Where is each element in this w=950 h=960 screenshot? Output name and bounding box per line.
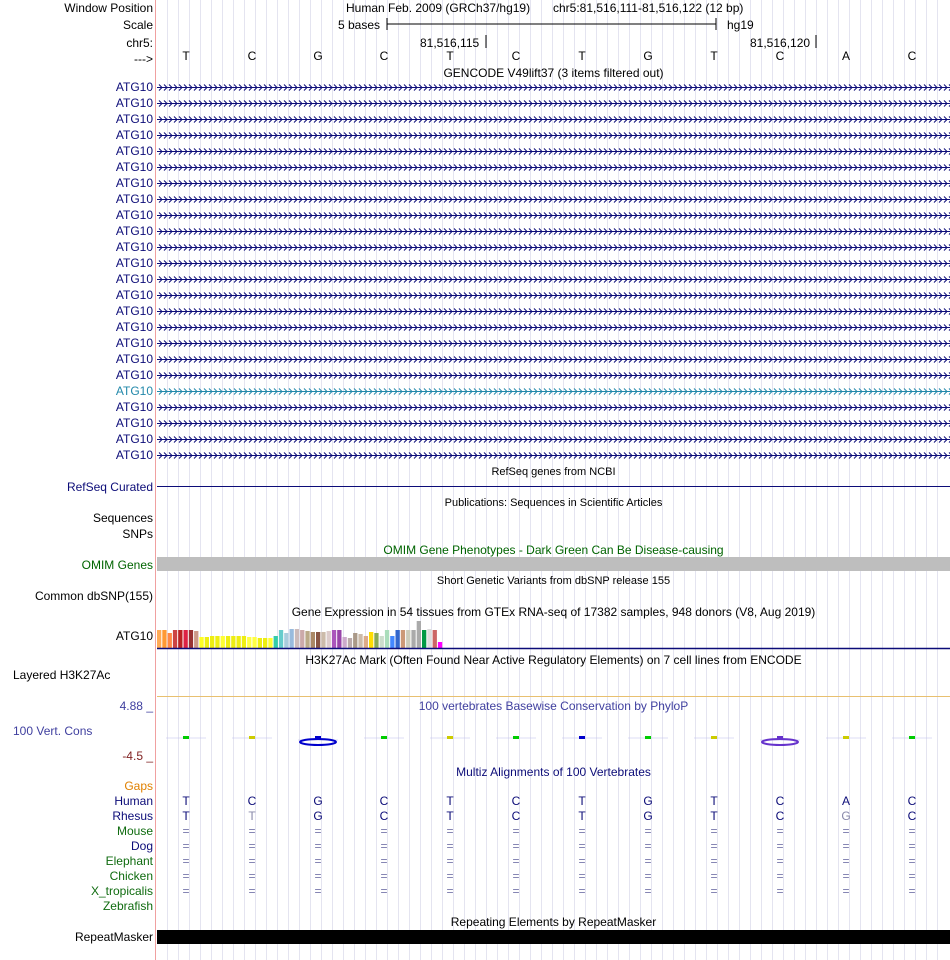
gtex-tissue-bar[interactable] — [422, 630, 426, 648]
base-3: C — [379, 49, 389, 63]
gencode-transcript-line[interactable] — [157, 261, 950, 267]
window-position-label: Window Position — [64, 1, 153, 15]
gencode-transcript-label[interactable]: ATG10 — [115, 400, 153, 414]
gtex-tissue-bar[interactable] — [178, 630, 182, 648]
sequences-label[interactable]: Sequences — [92, 511, 153, 525]
alignment-base: = — [182, 884, 190, 898]
base-1: C — [247, 49, 257, 63]
gencode-transcript-label[interactable]: ATG10 — [115, 368, 153, 382]
alignment-base: = — [776, 824, 784, 838]
gtex-tissue-bar[interactable] — [427, 629, 431, 648]
alignment-base: T — [446, 809, 454, 823]
gencode-transcripts[interactable] — [157, 80, 950, 464]
gtex-tissue-bar[interactable] — [168, 633, 172, 648]
gtex-tissue-bar[interactable] — [226, 636, 230, 648]
alignment-base: = — [644, 869, 652, 883]
gtex-tissue-bar[interactable] — [247, 637, 251, 648]
alignment-base: = — [842, 854, 850, 868]
gencode-transcript-line[interactable] — [157, 405, 950, 411]
gtex-tissue-bar[interactable] — [194, 631, 198, 648]
gencode-transcript-line[interactable] — [157, 181, 950, 187]
h3k27ac-label[interactable]: Layered H3K27Ac — [13, 668, 111, 682]
gencode-transcript-line[interactable] — [157, 229, 950, 235]
gtex-tissue-bar[interactable] — [311, 632, 315, 648]
dbsnp-track-title[interactable]: Short Genetic Variants from dbSNP release 155 — [436, 575, 671, 587]
phylop-score-mark[interactable] — [496, 736, 536, 739]
base-9: C — [775, 49, 785, 63]
gencode-transcript-label[interactable]: ATG10 — [115, 304, 153, 318]
assembly-label: Human Feb. 2009 (GRCh37/hg19) — [346, 1, 531, 15]
gencode-transcript-label[interactable]: ATG10 — [115, 352, 153, 366]
gtex-tissue-bar[interactable] — [316, 632, 320, 648]
gencode-transcript-label[interactable]: ATG10 — [115, 176, 153, 190]
gtex-tissue-bar[interactable] — [237, 636, 241, 648]
gtex-tissue-bar[interactable] — [284, 633, 288, 648]
gtex-tissue-bar[interactable] — [221, 636, 225, 648]
alignment-base: T — [578, 809, 586, 823]
alignment-base: C — [511, 794, 521, 808]
alignment-base: = — [578, 869, 586, 883]
alignment-base: T — [710, 809, 718, 823]
gencode-transcript-label[interactable]: ATG10 — [115, 272, 153, 286]
omim-genes-label[interactable]: OMIM Genes — [81, 558, 153, 572]
gencode-transcript-label[interactable]: ATG10 — [115, 256, 153, 270]
alignment-base: = — [248, 869, 256, 883]
alignment-base: = — [908, 854, 916, 868]
h3k27ac-track-title[interactable]: H3K27Ac Mark (Often Found Near Active Regulatory Elements) on 7 cell lines from ENCODE — [305, 653, 802, 667]
refseq-track-title[interactable]: RefSeq genes from NCBI — [491, 466, 616, 478]
gencode-transcript-label[interactable]: ATG10 — [115, 288, 153, 302]
gtex-tissue-bar[interactable] — [210, 636, 214, 648]
gtex-tissue-bar[interactable] — [438, 642, 442, 648]
species-label-mouse[interactable]: Mouse — [116, 824, 153, 838]
gtex-tissue-bar[interactable] — [364, 636, 368, 648]
alignment-base: = — [380, 839, 388, 853]
alignment-base: = — [842, 824, 850, 838]
scale-bar-label: 5 bases — [338, 18, 381, 32]
omim-gene-bar[interactable] — [157, 557, 950, 571]
alignment-base: = — [314, 839, 322, 853]
alignment-base: T — [182, 809, 190, 823]
gencode-transcript-line[interactable] — [157, 325, 950, 331]
phylop-score-mark[interactable] — [628, 736, 668, 739]
gencode-transcript-label[interactable]: ATG10 — [115, 208, 153, 222]
gtex-tissue-bar[interactable] — [157, 630, 161, 648]
gencode-transcript-label[interactable]: ATG10 — [115, 80, 153, 94]
gencode-transcript-label[interactable]: ATG10 — [115, 448, 153, 462]
gencode-transcript-line[interactable] — [157, 85, 950, 91]
alignment-base: = — [710, 884, 718, 898]
base-11: C — [907, 49, 917, 63]
alignment-base: = — [182, 824, 190, 838]
gtex-tissue-bar[interactable] — [268, 638, 272, 648]
gtex-tissue-bar[interactable] — [258, 638, 262, 648]
gtex-tissue-bar[interactable] — [242, 636, 246, 648]
alignment-base: = — [182, 854, 190, 868]
gtex-tissue-bar[interactable] — [184, 630, 188, 648]
label-divider[interactable] — [155, 0, 156, 960]
phylop-score-mark[interactable] — [826, 736, 866, 739]
alignment-base: = — [314, 824, 322, 838]
alignment-base: = — [380, 854, 388, 868]
phylop-score-mark[interactable] — [298, 736, 338, 745]
alignment-base: C — [775, 809, 785, 823]
phylop-conservation[interactable] — [157, 728, 950, 750]
base-2: G — [313, 49, 323, 63]
alignment-base: = — [512, 869, 520, 883]
alignment-base: = — [842, 839, 850, 853]
alignment-base: = — [644, 824, 652, 838]
base-0: T — [182, 49, 190, 63]
gtex-tissue-bar[interactable] — [279, 630, 283, 648]
alignment-base: C — [907, 809, 917, 823]
alignment-base: T — [182, 794, 190, 808]
gtex-tissue-bar[interactable] — [390, 636, 394, 648]
alignment-base: = — [908, 839, 916, 853]
gtex-tissue-bar[interactable] — [162, 630, 166, 648]
gencode-transcript-line[interactable] — [157, 117, 950, 123]
alignment-base: = — [578, 824, 586, 838]
alignment-base: = — [512, 839, 520, 853]
alignment-base: = — [446, 884, 454, 898]
scale-label: Scale — [122, 18, 153, 32]
gtex-tissue-bar[interactable] — [406, 630, 410, 648]
base-10: A — [841, 49, 850, 63]
gtex-tissue-bar[interactable] — [252, 637, 256, 648]
alignment-base: G — [643, 809, 653, 823]
gencode-transcript-label[interactable]: ATG10 — [115, 144, 153, 158]
alignment-base: = — [908, 824, 916, 838]
phylop-score-mark[interactable] — [892, 736, 932, 739]
gtex-track-title[interactable]: Gene Expression in 54 tissues from GTEx RNA-seq of 17382 samples, 948 donors (V8, Aug 2019) — [291, 605, 816, 619]
gtex-tissue-bar[interactable] — [290, 629, 294, 648]
alignment-base: C — [775, 794, 785, 808]
alignment-base: T — [578, 794, 586, 808]
gtex-tissue-bar[interactable] — [369, 632, 373, 648]
phylop-min-label: -4.5 _ — [122, 749, 153, 763]
snps-label[interactable]: SNPs — [122, 527, 153, 541]
gtex-tissue-bar[interactable] — [215, 636, 219, 648]
alignment-base: = — [710, 854, 718, 868]
gencode-transcript-label[interactable]: ATG10 — [115, 192, 153, 206]
base-7: G — [643, 49, 653, 63]
gtex-tissue-bar[interactable] — [305, 631, 309, 648]
species-label-dog[interactable]: Dog — [130, 839, 153, 853]
gencode-transcript-line[interactable] — [157, 133, 950, 139]
alignment-base: T — [446, 794, 454, 808]
gencode-transcript-label[interactable]: ATG10 — [115, 240, 153, 254]
gencode-transcript-label[interactable]: ATG10 — [115, 224, 153, 238]
alignment-base: = — [182, 869, 190, 883]
phylop-score-mark[interactable] — [364, 736, 404, 739]
alignment-base: = — [578, 854, 586, 868]
gtex-tissue-bar[interactable] — [263, 638, 267, 648]
gencode-transcript-line[interactable] — [157, 293, 950, 299]
gtex-tissue-bar[interactable] — [348, 638, 352, 648]
alignment-base: = — [380, 869, 388, 883]
gtex-tissue-bar[interactable] — [295, 629, 299, 648]
phylop-label[interactable]: 100 Vert. Cons — [13, 724, 93, 738]
alignment-base: C — [247, 794, 257, 808]
alignment-base: C — [511, 809, 521, 823]
gtex-tissue-bar[interactable] — [401, 630, 405, 648]
alignment-base: = — [512, 854, 520, 868]
gencode-transcript-line[interactable] — [157, 341, 950, 347]
gencode-transcript-line[interactable] — [157, 149, 950, 155]
gtex-tissue-bar[interactable] — [300, 630, 304, 648]
gtex-tissue-bar[interactable] — [205, 637, 209, 648]
alignment-base: = — [644, 839, 652, 853]
position-label: chr5:81,516,111-81,516,122 (12 bp) — [553, 1, 744, 15]
phylop-max-label: 4.88 _ — [119, 699, 153, 713]
gencode-transcript-line[interactable] — [157, 213, 950, 219]
alignment-base: = — [512, 824, 520, 838]
gencode-transcript-label[interactable]: ATG10 — [115, 432, 153, 446]
alignment-base: C — [907, 794, 917, 808]
alignment-base: = — [446, 854, 454, 868]
base-4: T — [446, 49, 454, 63]
alignment-base: = — [446, 839, 454, 853]
gtex-tissue-bar[interactable] — [337, 630, 341, 648]
gaps-label[interactable]: Gaps — [124, 779, 153, 793]
gtex-tissue-bar[interactable] — [274, 636, 278, 648]
gtex-tissue-bar[interactable] — [199, 637, 203, 648]
species-label-elephant[interactable]: Elephant — [105, 854, 153, 868]
alignment-base: = — [578, 839, 586, 853]
gencode-transcript-line[interactable] — [157, 165, 950, 171]
alignment-base: G — [643, 794, 653, 808]
alignment-base: C — [379, 794, 389, 808]
species-label-x_tropicalis[interactable]: X_tropicalis — [90, 884, 153, 898]
gtex-gene-label[interactable]: ATG10 — [115, 629, 153, 643]
alignment-base: = — [776, 884, 784, 898]
alignment-base: G — [841, 809, 851, 823]
gencode-transcript-line[interactable] — [157, 197, 950, 203]
species-label-chicken[interactable]: Chicken — [109, 869, 153, 883]
gencode-transcript-line[interactable] — [157, 373, 950, 379]
coordinate-tick-1: 81,516,115 — [420, 36, 480, 50]
base-6: T — [578, 49, 586, 63]
phylop-score-mark[interactable] — [430, 736, 470, 739]
coordinate-tick-2: 81,516,120 — [750, 36, 811, 50]
alignment-base: = — [314, 869, 322, 883]
gtex-tissue-bar[interactable] — [380, 636, 384, 648]
gtex-tissue-bar[interactable] — [396, 630, 400, 648]
repeatmasker-bar[interactable] — [157, 930, 950, 944]
gtex-tissue-bar[interactable] — [353, 633, 357, 648]
gencode-transcript-line[interactable] — [157, 389, 950, 395]
gtex-tissue-bar[interactable] — [343, 637, 347, 648]
gencode-transcript-line[interactable] — [157, 101, 950, 107]
alignment-base: G — [313, 794, 323, 808]
multiz-track-title[interactable]: Multiz Alignments of 100 Vertebrates — [456, 765, 651, 779]
alignment-base: T — [710, 794, 718, 808]
gencode-transcript-label[interactable]: ATG10 — [115, 160, 153, 174]
phylop-score-mark[interactable] — [562, 736, 602, 739]
species-label-human[interactable]: Human — [114, 794, 153, 808]
alignment-base: = — [710, 824, 718, 838]
gtex-tissue-bar[interactable] — [321, 632, 325, 648]
gencode-transcript-line[interactable] — [157, 421, 950, 427]
gencode-track-title[interactable]: GENCODE V49lift37 (3 items filtered out) — [443, 66, 664, 80]
gencode-transcript-label[interactable]: ATG10 — [115, 336, 153, 350]
alignment-base: = — [710, 869, 718, 883]
alignment-base: A — [841, 794, 850, 808]
gtex-tissue-bar[interactable] — [327, 631, 331, 648]
alignment-base: = — [248, 839, 256, 853]
base-5: C — [511, 49, 521, 63]
db-label: hg19 — [727, 18, 754, 32]
gencode-transcript-label[interactable]: ATG10 — [115, 112, 153, 126]
gencode-transcript-line[interactable] — [157, 245, 950, 251]
gtex-tissue-bar[interactable] — [358, 634, 362, 648]
alignment-base: = — [644, 884, 652, 898]
alignment-base: = — [380, 824, 388, 838]
gtex-tissue-bar[interactable] — [411, 630, 415, 648]
gencode-transcript-line[interactable] — [157, 453, 950, 459]
gencode-transcript-label[interactable]: ATG10 — [115, 96, 153, 110]
alignment-base: = — [578, 884, 586, 898]
gencode-transcript-label[interactable]: ATG10 — [115, 128, 153, 142]
gtex-tissue-bar[interactable] — [433, 630, 437, 648]
gtex-expression-chart[interactable] — [157, 618, 950, 650]
species-label-rhesus[interactable]: Rhesus — [112, 809, 153, 823]
alignment-base: = — [776, 839, 784, 853]
alignment-base: = — [842, 869, 850, 883]
alignment-base: T — [248, 809, 256, 823]
alignment-base: C — [379, 809, 389, 823]
phylop-score-mark[interactable] — [232, 736, 272, 739]
alignment-base: = — [248, 824, 256, 838]
alignment-base: = — [380, 884, 388, 898]
alignment-base: = — [710, 839, 718, 853]
gtex-tissue-bar[interactable] — [332, 630, 336, 648]
strand-label: ---> — [134, 52, 153, 66]
gtex-tissue-bar[interactable] — [189, 630, 193, 648]
alignment-base: = — [314, 854, 322, 868]
repeatmasker-track-title[interactable]: Repeating Elements by RepeatMasker — [450, 915, 657, 929]
alignment-base: = — [908, 884, 916, 898]
gtex-tissue-bar[interactable] — [173, 630, 177, 648]
phylop-score-mark[interactable] — [166, 736, 206, 739]
gtex-tissue-bar[interactable] — [231, 636, 235, 648]
alignment-base: = — [776, 854, 784, 868]
alignment-base: = — [908, 869, 916, 883]
alignment-base: = — [842, 884, 850, 898]
phylop-score-mark[interactable] — [694, 736, 734, 739]
dbsnp-label[interactable]: Common dbSNP(155) — [34, 589, 153, 603]
species-label-zebrafish[interactable]: Zebrafish — [102, 899, 153, 913]
gencode-transcript-line[interactable] — [157, 437, 950, 443]
gencode-transcript-label[interactable]: ATG10 — [115, 320, 153, 334]
gencode-transcript-label[interactable]: ATG10 — [115, 416, 153, 430]
alignment-base: = — [182, 839, 190, 853]
repeatmasker-label[interactable]: RepeatMasker — [74, 930, 153, 944]
alignment-base: = — [314, 884, 322, 898]
gencode-transcript-line[interactable] — [157, 309, 950, 315]
refseq-track[interactable] — [157, 480, 950, 494]
refseq-curated-label[interactable]: RefSeq Curated — [66, 480, 153, 494]
alignment-base: = — [644, 854, 652, 868]
gencode-transcript-line[interactable] — [157, 277, 950, 283]
phylop-score-mark[interactable] — [760, 736, 800, 745]
alignment-base: = — [248, 884, 256, 898]
chrom-label: chr5: — [126, 36, 153, 50]
gencode-transcript-label[interactable]: ATG10 — [115, 384, 153, 398]
alignment-base: = — [776, 869, 784, 883]
gencode-transcript-line[interactable] — [157, 357, 950, 363]
publications-track-title[interactable]: Publications: Sequences in Scientific Articles — [444, 497, 663, 509]
phylop-track-title[interactable]: 100 vertebrates Basewise Conservation by PhyloP — [418, 699, 689, 713]
alignment-base: = — [248, 854, 256, 868]
gtex-tissue-bar[interactable] — [385, 630, 389, 648]
omim-track-title[interactable]: OMIM Gene Phenotypes - Dark Green Can Be Disease-causing — [383, 543, 724, 557]
base-8: T — [710, 49, 718, 63]
gtex-tissue-bar[interactable] — [417, 621, 421, 648]
alignment-base: G — [313, 809, 323, 823]
alignment-base: = — [446, 869, 454, 883]
gtex-tissue-bar[interactable] — [374, 633, 378, 648]
alignment-base: = — [446, 824, 454, 838]
alignment-base: = — [512, 884, 520, 898]
scale-bar — [0, 0, 950, 60]
